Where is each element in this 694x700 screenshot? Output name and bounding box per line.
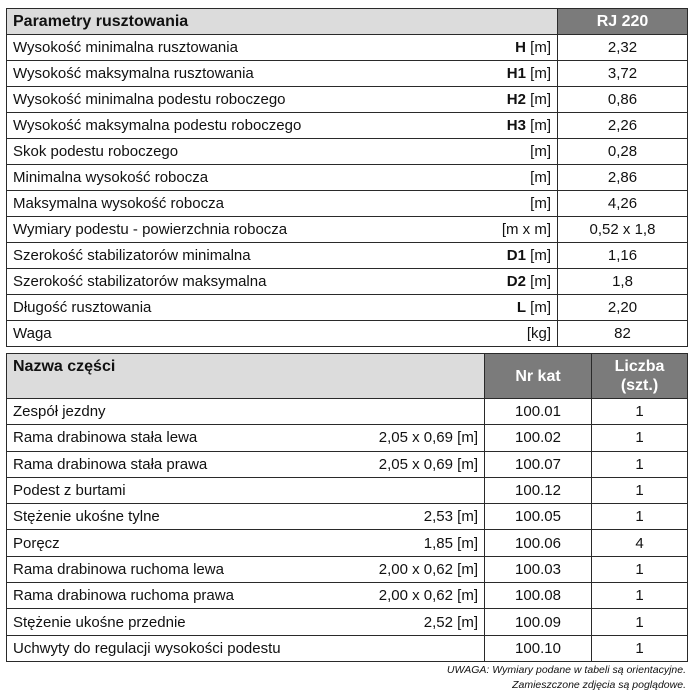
parameter-label: Wysokość maksymalna rusztowania — [7, 61, 427, 87]
part-row — [7, 556, 688, 582]
parameter-symbol: L — [516, 299, 526, 316]
parameter-unit: [kg] — [526, 325, 551, 342]
parameter-unit: [m x m] — [501, 221, 551, 238]
parameters-header-row — [7, 9, 688, 35]
part-row — [7, 425, 688, 451]
parameter-value: 2,20 — [558, 295, 688, 321]
part-dimensions: 2,00 x 0,62 [m] — [300, 583, 485, 609]
parameter-symbol: H3 — [506, 117, 526, 134]
quantity-header-line1: Liczba — [614, 358, 665, 375]
part-name: Rama drabinowa ruchoma lewa — [7, 556, 300, 582]
parameter-symbol: D1 — [506, 247, 526, 264]
parameter-row — [7, 295, 688, 321]
parameter-unit-cell — [427, 61, 558, 87]
part-dimensions: 2,05 x 0,69 [m] — [300, 425, 485, 451]
parameter-unit-cell — [427, 243, 558, 269]
parameter-unit: [m] — [530, 273, 551, 290]
parameter-symbol: H1 — [506, 65, 526, 82]
part-name: Uchwyty do regulacji wysokości podestu — [7, 635, 300, 661]
parameter-label: Waga — [7, 321, 427, 347]
parameter-label: Szerokość stabilizatorów maksymalna — [7, 269, 427, 295]
parameter-unit-cell — [427, 295, 558, 321]
part-catalog-number: 100.10 — [485, 635, 592, 661]
part-name: Poręcz — [7, 530, 300, 556]
parameter-symbol: D2 — [506, 273, 526, 290]
part-row — [7, 583, 688, 609]
parameter-label: Wysokość maksymalna podestu roboczego — [7, 113, 427, 139]
parameter-row — [7, 87, 688, 113]
parameter-label: Maksymalna wysokość robocza — [7, 191, 427, 217]
parameter-row — [7, 243, 688, 269]
parameter-unit: [m] — [530, 91, 551, 108]
part-name: Podest z burtami — [7, 477, 300, 503]
part-catalog-number: 100.05 — [485, 504, 592, 530]
part-quantity: 1 — [592, 504, 688, 530]
parameter-label: Minimalna wysokość robocza — [7, 165, 427, 191]
parameter-unit: [m] — [530, 65, 551, 82]
parameter-unit-cell — [427, 113, 558, 139]
parameter-label: Szerokość stabilizatorów minimalna — [7, 243, 427, 269]
parameter-value: 0,86 — [558, 87, 688, 113]
quantity-header — [592, 354, 688, 399]
part-name: Rama drabinowa ruchoma prawa — [7, 583, 300, 609]
parameter-row — [7, 113, 688, 139]
parameter-unit-cell — [427, 321, 558, 347]
parameter-unit-cell — [427, 269, 558, 295]
part-name: Zespół jezdny — [7, 399, 300, 425]
parameter-value: 0,28 — [558, 139, 688, 165]
part-catalog-number: 100.03 — [485, 556, 592, 582]
parameter-unit-cell — [427, 165, 558, 191]
parameter-unit: [m] — [530, 143, 551, 160]
parameter-value: 2,86 — [558, 165, 688, 191]
parameter-unit: [m] — [530, 169, 551, 186]
part-row — [7, 477, 688, 503]
parameter-label: Wysokość minimalna rusztowania — [7, 35, 427, 61]
catalog-number-header: Nr kat — [485, 354, 592, 399]
parameter-label: Skok podestu roboczego — [7, 139, 427, 165]
disclaimer-note — [447, 663, 686, 693]
parts-table — [6, 353, 688, 662]
parameters-header: Parametry rusztowania — [7, 9, 558, 35]
part-catalog-number: 100.06 — [485, 530, 592, 556]
part-dimensions: 1,85 [m] — [300, 530, 485, 556]
parameter-value: 82 — [558, 321, 688, 347]
part-dimensions — [300, 477, 485, 503]
part-dimensions — [300, 399, 485, 425]
part-catalog-number: 100.09 — [485, 609, 592, 635]
parameter-unit: [m] — [530, 195, 551, 212]
part-row — [7, 635, 688, 661]
part-quantity: 1 — [592, 399, 688, 425]
parameter-unit: [m] — [530, 39, 551, 56]
part-quantity: 4 — [592, 530, 688, 556]
parameter-row — [7, 217, 688, 243]
parameter-symbol: H2 — [506, 91, 526, 108]
part-quantity: 1 — [592, 425, 688, 451]
part-row — [7, 530, 688, 556]
parts-header-row — [7, 354, 688, 399]
parameter-value: 1,16 — [558, 243, 688, 269]
part-name-header: Nazwa części — [7, 354, 485, 399]
parameter-unit: [m] — [530, 117, 551, 134]
part-catalog-number: 100.01 — [485, 399, 592, 425]
part-name: Rama drabinowa stała prawa — [7, 451, 300, 477]
quantity-header-line2: (szt.) — [620, 377, 659, 394]
part-catalog-number: 100.08 — [485, 583, 592, 609]
parameter-unit-cell — [427, 87, 558, 113]
part-catalog-number: 100.12 — [485, 477, 592, 503]
parameter-row — [7, 165, 688, 191]
parameter-value: 1,8 — [558, 269, 688, 295]
parameter-unit-cell — [427, 217, 558, 243]
part-row — [7, 504, 688, 530]
part-quantity: 1 — [592, 609, 688, 635]
part-quantity: 1 — [592, 635, 688, 661]
part-quantity: 1 — [592, 477, 688, 503]
parameter-value: 0,52 x 1,8 — [558, 217, 688, 243]
disclaimer-line-1: UWAGA: Wymiary podane w tabeli są orientacyjne. — [446, 664, 686, 676]
parameter-unit: [m] — [530, 299, 551, 316]
parameter-symbol: H — [515, 39, 526, 56]
part-name: Stężenie ukośne tylne — [7, 504, 300, 530]
disclaimer-line-2: Zamieszczone zdjęcia są poglądowe. — [512, 679, 686, 691]
part-name: Stężenie ukośne przednie — [7, 609, 300, 635]
parameter-value: 2,26 — [558, 113, 688, 139]
parameter-unit-cell — [427, 139, 558, 165]
parameter-unit-cell — [427, 35, 558, 61]
parameter-unit-cell — [427, 191, 558, 217]
parameter-label: Wysokość minimalna podestu roboczego — [7, 87, 427, 113]
parameter-row — [7, 321, 688, 347]
parameter-unit: [m] — [530, 247, 551, 264]
part-catalog-number: 100.02 — [485, 425, 592, 451]
part-row — [7, 609, 688, 635]
part-quantity: 1 — [592, 556, 688, 582]
part-dimensions: 2,52 [m] — [300, 609, 485, 635]
parameter-value: 3,72 — [558, 61, 688, 87]
part-quantity: 1 — [592, 451, 688, 477]
part-dimensions: 2,00 x 0,62 [m] — [300, 556, 485, 582]
part-catalog-number: 100.07 — [485, 451, 592, 477]
part-dimensions: 2,05 x 0,69 [m] — [300, 451, 485, 477]
parameter-row — [7, 139, 688, 165]
parameters-table — [6, 8, 688, 347]
parameter-row — [7, 35, 688, 61]
part-row — [7, 451, 688, 477]
parameter-value: 2,32 — [558, 35, 688, 61]
parameter-value: 4,26 — [558, 191, 688, 217]
parameter-row — [7, 61, 688, 87]
parameter-label: Wymiary podestu - powierzchnia robocza — [7, 217, 427, 243]
parameter-row — [7, 269, 688, 295]
part-dimensions — [300, 635, 485, 661]
part-name: Rama drabinowa stała lewa — [7, 425, 300, 451]
parameter-row — [7, 191, 688, 217]
part-dimensions: 2,53 [m] — [300, 504, 485, 530]
part-row — [7, 399, 688, 425]
product-model-header: RJ 220 — [558, 9, 688, 35]
part-quantity: 1 — [592, 583, 688, 609]
parameter-label: Długość rusztowania — [7, 295, 427, 321]
